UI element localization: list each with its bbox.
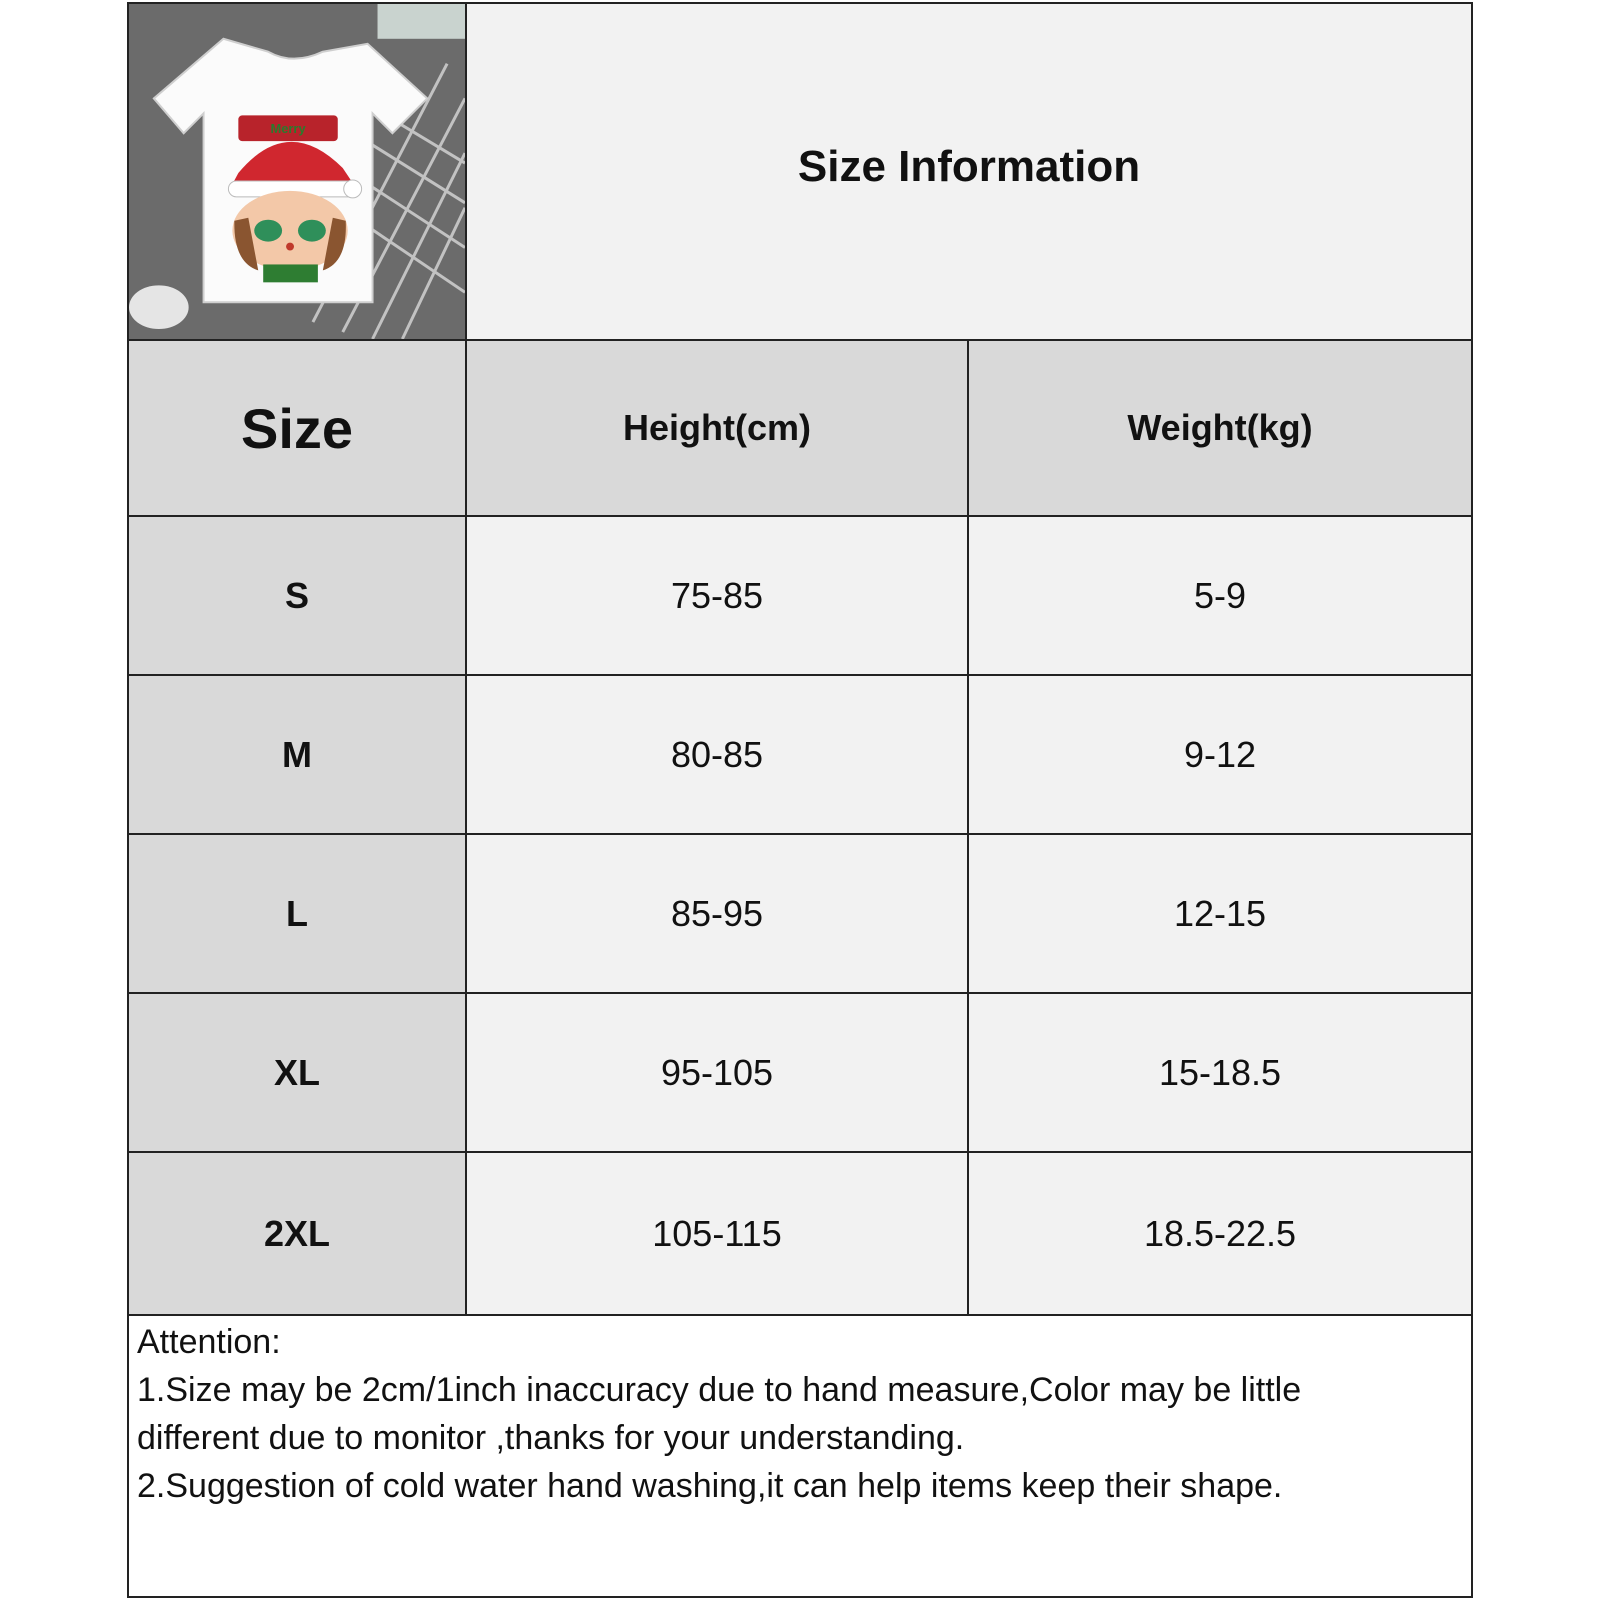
attention-line: 2.Suggestion of cold water hand washing,it can help items keep their shape.	[137, 1467, 1283, 1505]
size-value: XL	[273, 1051, 320, 1093]
table-row-height-cell	[467, 835, 969, 994]
size-value: M	[282, 733, 312, 775]
table-row-size-cell	[129, 994, 467, 1153]
weight-header-cell	[969, 341, 1471, 517]
chart-title: Size Information	[797, 141, 1141, 191]
height-value: 75-85	[670, 574, 764, 616]
tshirt-image	[129, 4, 465, 340]
height-value: 95-105	[660, 1051, 774, 1093]
table-row-weight-cell	[969, 676, 1471, 835]
table-row-height-cell	[467, 676, 969, 835]
height-value: 85-95	[670, 892, 764, 934]
chart-title-cell	[467, 4, 1471, 341]
size-value: L	[286, 892, 308, 934]
table-row-height-cell	[467, 994, 969, 1153]
table-row-size-cell	[129, 517, 467, 676]
table-row-size-cell	[129, 835, 467, 994]
weight-value: 9-12	[1183, 733, 1257, 775]
size-header-cell	[129, 341, 467, 517]
table-row-weight-cell	[969, 994, 1471, 1153]
size-value: S	[284, 574, 309, 616]
table-row-weight-cell	[969, 835, 1471, 994]
attention-notes	[129, 1316, 1471, 1596]
weight-value: 15-18.5	[1158, 1051, 1282, 1093]
height-value: 105-115	[652, 1212, 782, 1254]
table-row-weight-cell	[969, 1153, 1471, 1316]
size-value: 2XL	[263, 1212, 331, 1254]
table-row-height-cell	[467, 517, 969, 676]
svg-text:Merry: Merry	[270, 121, 306, 137]
table-row-size-cell	[129, 676, 467, 835]
weight-header: Weight(kg)	[1127, 407, 1313, 448]
size-header: Size	[240, 396, 354, 460]
attention-line: 1.Size may be 2cm/1inch inaccuracy due to hand measure,Color may be little	[137, 1371, 1302, 1409]
table-row-height-cell	[467, 1153, 969, 1316]
size-chart	[127, 2, 1473, 1598]
attention-line: different due to monitor ,thanks for your understanding.	[137, 1419, 965, 1457]
weight-value: 12-15	[1173, 892, 1267, 934]
height-header: Height(cm)	[623, 407, 811, 448]
product-photo	[129, 4, 467, 341]
attention-heading: Attention:	[137, 1323, 281, 1361]
table-row-weight-cell	[969, 517, 1471, 676]
height-value: 80-85	[670, 733, 764, 775]
weight-value: 18.5-22.5	[1143, 1212, 1297, 1254]
height-header-cell	[467, 341, 969, 517]
table-row-size-cell	[129, 1153, 467, 1316]
weight-value: 5-9	[1193, 574, 1247, 616]
